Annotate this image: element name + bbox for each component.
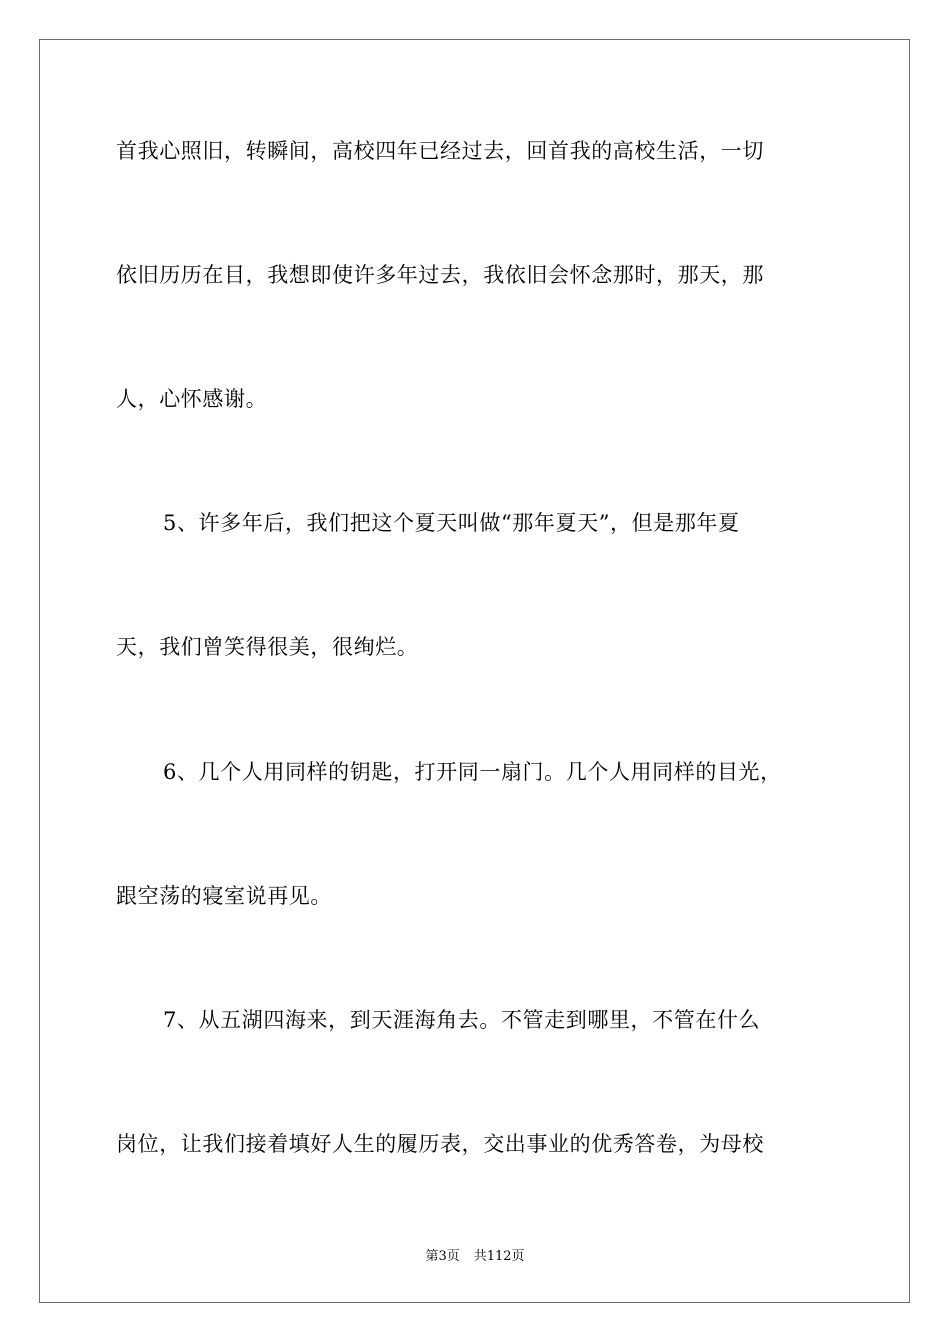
page-footer — [0, 1248, 950, 1266]
text-line-9: 岗位，让我们接着填好人生的履历表，交出事业的优秀答卷，为母校 — [116, 1132, 764, 1156]
text-line-7: 跟空荡的寝室说再见。 — [116, 884, 332, 908]
page-total: 共112页 — [473, 1249, 525, 1264]
page-frame — [39, 39, 910, 1303]
text-line-2: 依旧历历在目，我想即使许多年过去，我依旧会怀念那时，那天，那 — [116, 263, 764, 287]
text-line-4: 5、许多年后，我们把这个夏天叫做“那年夏天”，但是那年夏 — [163, 511, 740, 535]
text-line-5: 天，我们曾笑得很美，很绚烂。 — [116, 635, 419, 659]
text-line-3: 人，心怀感谢。 — [116, 387, 268, 411]
page-number: 第3页 — [425, 1249, 460, 1264]
text-line-1: 首我心照旧，转瞬间，高校四年已经过去，回首我的高校生活，一切 — [116, 139, 764, 163]
text-line-6: 6、几个人用同样的钥匙，打开同一扇门。几个人用同样的目光， — [163, 760, 782, 784]
text-line-8: 7、从五湖四海来，到天涯海角去。不管走到哪里，不管在什么 — [163, 1008, 761, 1032]
